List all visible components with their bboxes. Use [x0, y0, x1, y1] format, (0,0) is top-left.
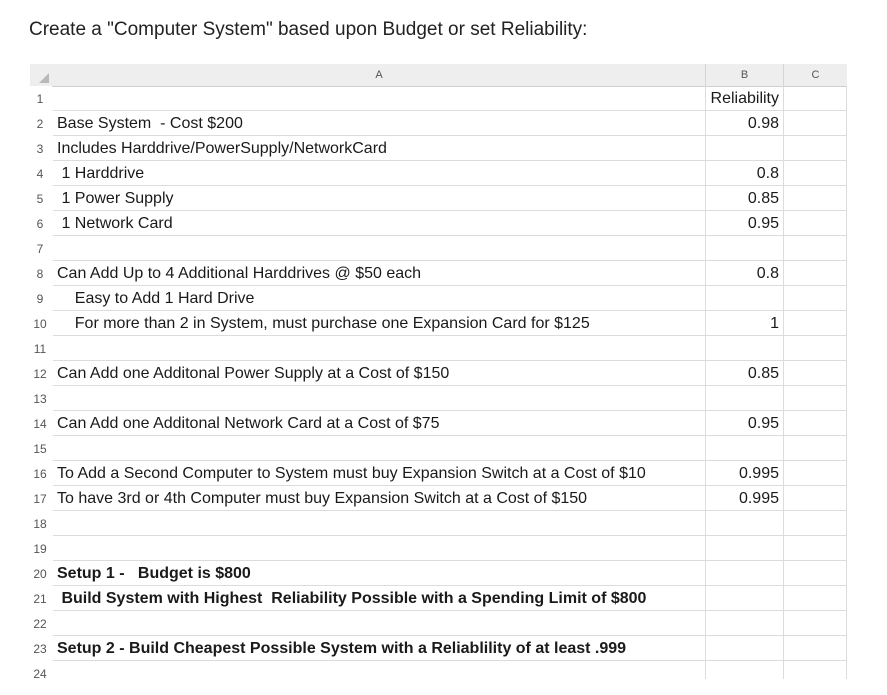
cell-a[interactable]: [53, 436, 706, 461]
spreadsheet-grid[interactable]: [30, 64, 847, 679]
row-number[interactable]: 21: [33, 592, 47, 606]
cell-a[interactable]: 1 Network Card: [53, 211, 706, 236]
cell-a[interactable]: [53, 511, 706, 536]
cell-a[interactable]: [53, 661, 706, 679]
row-number[interactable]: 12: [33, 367, 47, 381]
cell-c[interactable]: [784, 411, 847, 436]
cell-a[interactable]: Can Add one Additonal Power Supply at a Cost of $150: [53, 361, 706, 386]
cell-c[interactable]: [784, 436, 847, 461]
cell-a[interactable]: Build System with Highest Reliability Possible with a Spending Limit of $800: [53, 586, 706, 611]
cell-a[interactable]: Easy to Add 1 Hard Drive: [53, 286, 706, 311]
table-row: [30, 511, 847, 536]
cell-c[interactable]: [784, 461, 847, 486]
cell-c[interactable]: [784, 386, 847, 411]
cell-b[interactable]: [706, 536, 784, 561]
table-row: [30, 411, 847, 436]
cell-c[interactable]: [784, 486, 847, 511]
cell-a[interactable]: Can Add Up to 4 Additional Harddrives @ $50 each: [53, 261, 706, 286]
cell-a[interactable]: 1 Harddrive: [53, 161, 706, 186]
row-number[interactable]: 8: [36, 267, 44, 281]
cell-c[interactable]: [784, 536, 847, 561]
table-row: [30, 336, 847, 361]
cell-c[interactable]: [784, 136, 847, 161]
table-row: [30, 561, 847, 586]
cell-a[interactable]: [53, 336, 706, 361]
cell-a[interactable]: To have 3rd or 4th Computer must buy Expansion Switch at a Cost of $150: [53, 486, 706, 511]
row-number[interactable]: 23: [33, 642, 47, 656]
table-row: [30, 586, 847, 611]
cell-c[interactable]: [784, 86, 847, 111]
cell-b[interactable]: [706, 586, 784, 611]
cell-a[interactable]: Can Add one Additonal Network Card at a Cost of $75: [53, 411, 706, 436]
row-number[interactable]: 2: [36, 117, 44, 131]
cell-c[interactable]: [784, 186, 847, 211]
cell-b[interactable]: 0.8: [706, 261, 784, 286]
cell-b[interactable]: 0.85: [706, 186, 784, 211]
cell-c[interactable]: [784, 511, 847, 536]
cell-c[interactable]: [784, 111, 847, 136]
cell-a[interactable]: [53, 386, 706, 411]
row-number[interactable]: 6: [36, 217, 44, 231]
cell-a[interactable]: [53, 86, 706, 111]
cell-a[interactable]: 1 Power Supply: [53, 186, 706, 211]
row-number[interactable]: 20: [33, 567, 47, 581]
cell-a[interactable]: Base System - Cost $200: [53, 111, 706, 136]
cell-c[interactable]: [784, 636, 847, 661]
table-row: [30, 636, 847, 661]
table-row: [30, 661, 847, 679]
row-number[interactable]: 13: [33, 392, 47, 406]
table-row: [30, 111, 847, 136]
cell-a[interactable]: To Add a Second Computer to System must buy Expansion Switch at a Cost of $10: [53, 461, 706, 486]
cell-b[interactable]: [706, 336, 784, 361]
cell-b[interactable]: 0.995: [706, 461, 784, 486]
cell-b[interactable]: 1: [706, 311, 784, 336]
table-row: [30, 261, 847, 286]
table-row: [30, 286, 847, 311]
page-title: Create a "Computer System" based upon Budget or set Reliability:: [29, 19, 588, 40]
cell-b[interactable]: [706, 511, 784, 536]
cell-c[interactable]: [784, 561, 847, 586]
cell-b[interactable]: [706, 136, 784, 161]
cell-a[interactable]: [53, 611, 706, 636]
row-number[interactable]: 22: [33, 617, 47, 631]
cell-b[interactable]: [706, 436, 784, 461]
row-number[interactable]: 16: [33, 467, 47, 481]
row-number[interactable]: 9: [36, 292, 44, 306]
cell-a[interactable]: [53, 536, 706, 561]
cell-b[interactable]: Reliability: [706, 86, 784, 111]
table-row: [30, 161, 847, 186]
table-row: [30, 236, 847, 261]
column-header-c[interactable]: C: [811, 69, 820, 81]
cell-c[interactable]: [784, 336, 847, 361]
cell-b[interactable]: 0.95: [706, 211, 784, 236]
table-row: [30, 436, 847, 461]
cell-c[interactable]: [784, 211, 847, 236]
column-header-bar: [30, 64, 847, 87]
row-number[interactable]: 5: [36, 192, 44, 206]
cell-b[interactable]: 0.995: [706, 486, 784, 511]
table-row: [30, 86, 847, 111]
cell-c[interactable]: [784, 286, 847, 311]
cell-b[interactable]: [706, 561, 784, 586]
table-row: [30, 136, 847, 161]
column-header-b[interactable]: B: [706, 64, 784, 86]
table-row: [30, 611, 847, 636]
cell-c[interactable]: [784, 161, 847, 186]
cell-b[interactable]: 0.95: [706, 411, 784, 436]
cell-c[interactable]: [784, 311, 847, 336]
row-number[interactable]: 17: [33, 492, 47, 506]
cell-b[interactable]: [706, 286, 784, 311]
cell-b[interactable]: [706, 661, 784, 679]
cell-c[interactable]: [784, 586, 847, 611]
table-row: [30, 311, 847, 336]
table-row: [30, 186, 847, 211]
cell-c[interactable]: [784, 611, 847, 636]
table-row: [30, 486, 847, 511]
cell-b[interactable]: 0.8: [706, 161, 784, 186]
cell-a[interactable]: Setup 1 - Budget is $800: [53, 561, 706, 586]
cell-c[interactable]: [784, 236, 847, 261]
row-number[interactable]: 7: [36, 242, 44, 256]
row-number[interactable]: 10: [33, 317, 47, 331]
row-number[interactable]: 1: [36, 92, 44, 106]
cell-b[interactable]: [706, 236, 784, 261]
select-all-corner[interactable]: [30, 64, 52, 86]
row-number[interactable]: 14: [33, 417, 47, 431]
cell-c[interactable]: [784, 261, 847, 286]
cell-c[interactable]: [784, 361, 847, 386]
cell-b[interactable]: [706, 636, 784, 661]
table-row: [30, 461, 847, 486]
cell-a[interactable]: Includes Harddrive/PowerSupply/NetworkCard: [53, 136, 706, 161]
row-number[interactable]: 3: [36, 142, 44, 156]
row-number[interactable]: 15: [33, 442, 47, 456]
table-row: [30, 211, 847, 236]
table-row: [30, 361, 847, 386]
row-number[interactable]: 18: [33, 517, 47, 531]
row-number[interactable]: 19: [33, 542, 47, 556]
cell-a[interactable]: For more than 2 in System, must purchase one Expansion Card for $125: [53, 311, 706, 336]
cell-c[interactable]: [784, 661, 847, 679]
cell-b[interactable]: [706, 611, 784, 636]
row-number[interactable]: 11: [33, 342, 47, 356]
cell-b[interactable]: [706, 386, 784, 411]
row-number[interactable]: 4: [36, 167, 44, 181]
column-header-a[interactable]: A: [53, 64, 706, 86]
table-row: [30, 536, 847, 561]
cell-b[interactable]: 0.98: [706, 111, 784, 136]
row-number[interactable]: 24: [33, 667, 47, 679]
cell-a[interactable]: Setup 2 - Build Cheapest Possible System with a Reliablility of at least .999: [53, 636, 706, 661]
table-row: [30, 386, 847, 411]
cell-a[interactable]: [53, 236, 706, 261]
cell-b[interactable]: 0.85: [706, 361, 784, 386]
